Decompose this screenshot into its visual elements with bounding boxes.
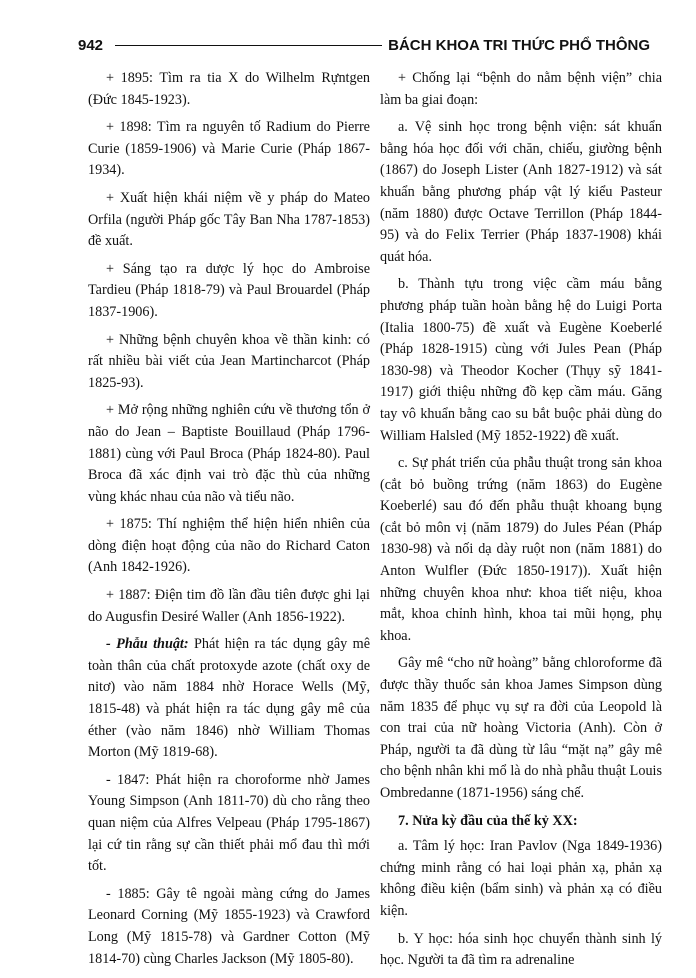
paragraph: + 1887: Điện tim đồ lần đầu tiên được ghi lại do Augusfin Desiré Waller (Anh 1856-1922). <box>88 587 370 625</box>
paragraph: + 1898: Tìm ra nguyên tố Radium do Pierre Curie (1859-1906) và Marie Curie (Pháp 1867-1934). <box>88 119 370 179</box>
left-column <box>88 68 370 976</box>
paragraph: + 1875: Thí nghiệm thể hiện hiển nhiên của dòng điện hoạt động của não do Richard Caton (Anh 1842-1926). <box>88 516 370 576</box>
surgery-text: Phát hiện ra tác dụng gây mê toàn thân của chất protoxyde azote (chất oxy de nitơ) vào năm 1884 nhờ Horace Wells (Mỹ, 1815-48) và phát hiện ra tác dụng gây mê của éther (vào năm 1846) nhờ William Thomas Morton (Mỹ 1819-68). <box>88 636 371 761</box>
paragraph: + Chống lại “bệnh do nằm bệnh viện” chia làm ba giai đoạn: <box>380 70 662 108</box>
page-number: 942 <box>78 36 104 54</box>
paragraph: - 1885: Gây tê ngoài màng cứng do James Leonard Corning (Mỹ 1855-1923) và Crawford Long (Mỹ 1815-78) và Gardner Cotton (Mỹ 1814-70) cùng Charles Jackson (Mỹ 1805-80). <box>88 885 370 967</box>
paragraph: Gây mê “cho nữ hoàng” bằng chloroforme đã được thầy thuốc sản khoa James Simpson dùng năm 1835 để phục vụ sự ra đời của Leopold là con trai của nữ hoàng Victoria (Anh). Còn ở Pháp, người ta đã dùng từ lâu “mặt nạ” gây mê cho bệnh nhân khi mổ là do nhà phẫu thuật Louis Ombredanne (1871-1956) sáng chế. <box>380 655 662 801</box>
paragraph: + Mở rộng những nghiên cứu về thương tổn ở não do Jean – Baptiste Bouillaud (Pháp 1796-1881) cùng với Paul Broca (Pháp 1824-80). Paul Broca đã xác định vai trò đặc thù của những vùng khác nhau của não và tiểu não. <box>88 402 370 505</box>
paragraph: - 1847: Phát hiện ra choroforme nhờ James Young Simpson (Anh 1811-70) dù cho rằng theo quan niệm của Alfres Velpeau (Pháp 1795-1867) lại cứ tin rằng sự cần thiết phải mổ đau thì mới tốt. <box>88 771 370 875</box>
paragraph: c. Sự phát triển của phẫu thuật trong sản khoa (cắt bỏ buồng trứng (năm 1863) do Eugène Koeberlé) sau đó đến phẫu thuật khoang bụng (cắt bỏ môn vị (năm 1879) do Jules Péan (Pháp 1830-98) và nối dạ dày ruột non (năm 1881) do Anton Wulfler (Đức 1850-1917)). Xuất hiện những chuyên khoa như: khoa tiết niệu, khoa mắt, khoa chỉnh hình, khoa tai mũi họng, phụ khoa. <box>380 455 662 644</box>
paragraph: + Xuất hiện khái niệm về y pháp do Mateo Orfila (người Pháp gốc Tây Ban Nha 1787-1853) đề xuất. <box>88 189 370 250</box>
paragraph-surgery <box>88 634 370 764</box>
book-title: BÁCH KHOA TRI THỨC PHỔ THÔNG <box>388 36 650 54</box>
paragraph: + Những bệnh chuyên khoa về thần kinh: có rất nhiều bài viết của Jean Martincharcot (Pháp 1825-93). <box>88 331 370 391</box>
right-column <box>380 68 662 978</box>
page-header <box>78 34 650 56</box>
paragraph: b. Thành tựu trong việc cầm máu bằng phương pháp tuần hoàn bằng hệ do Luigi Porta (Italia 1800-75) đề xuất và Eugène Koeberlé (Pháp 1828-1915) cùng với Jules Pean (Pháp 1830-98) và Theodor Kocher (Thụy sỹ 1841-1917) giới thiệu những đồ kẹp cầm máu. Găng tay vô khuẩn bằng cao su bắt buộc phải dùng do William Halsled (Mỹ 1852-1922) đề xuất. <box>380 276 662 444</box>
paragraph: + Sáng tạo ra dược lý học do Ambroise Tardieu (Pháp 1818-79) và Paul Brouardel (Pháp 1837-1906). <box>88 260 370 320</box>
surgery-label: - Phẫu thuật: <box>106 636 189 653</box>
header-rule <box>115 45 382 46</box>
paragraph: a. Vệ sinh học trong bệnh viện: sát khuẩn bằng hóa học đối với chăn, chiếu, giường bệnh (1867) do Joseph Lister (Anh 1827-1912) và sát khuẩn bằng phương pháp vật lý kiểu Pasteur (năm 1880) được Octave Terrillon (Pháp 1844-95) và do Felix Terrier (Pháp 1837-1908) khái quát hóa. <box>380 119 662 265</box>
paragraph: b. Y học: hóa sinh học chuyển thành sinh lý học. Người ta đã tìm ra adrenaline <box>380 930 662 969</box>
paragraph: a. Tâm lý học: Iran Pavlov (Nga 1849-1936) chứng minh rằng có hai loại phản xạ, phản xạ không điều kiện (bẩm sinh) và phản xạ có điều kiện. <box>380 838 662 919</box>
paragraph: + 1895: Tìm ra tia X do Wilhelm Rựntgen (Đức 1845-1923). <box>88 70 370 108</box>
section-heading: 7. Nửa kỳ đầu của thế kỷ XX: <box>398 812 578 829</box>
